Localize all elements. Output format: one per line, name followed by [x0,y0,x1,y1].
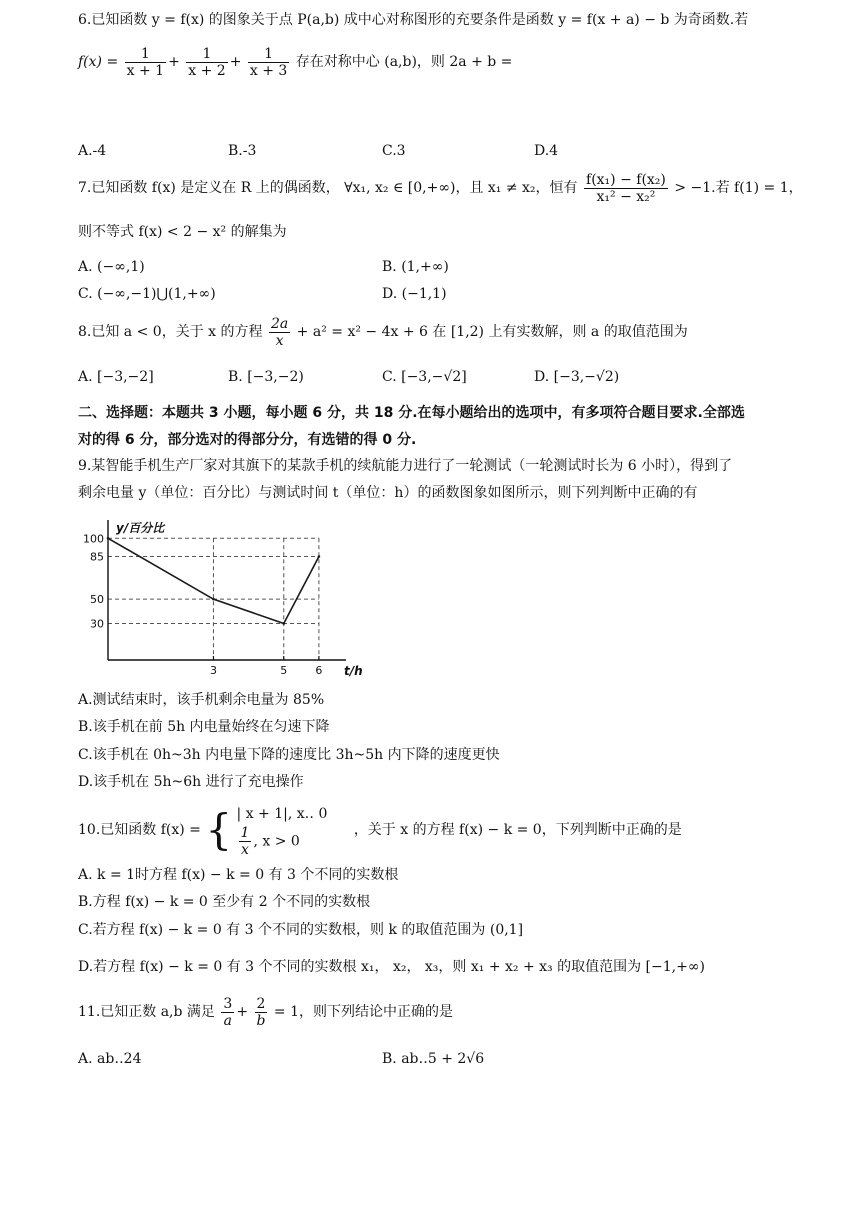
q8-frac: $\frac{2a}{x}$ [270,315,289,349]
q7-line1 [78,170,803,206]
q6-tail: 存在对称中心 (a,b)，则 2a + b = [295,54,513,70]
q6-option-a: A.-4 [78,143,107,159]
q8-option-d: D. [−3,−√2) [534,369,620,385]
q8-line1 [78,313,688,351]
q10-line1 [78,800,682,862]
data-point [282,622,285,625]
q11-option-a: A. ab‥24 [78,1051,142,1067]
q10-lead: 10.已知函数 f(x) = [78,822,201,838]
q11-tail: = 1，则下列结论中正确的是 [273,1004,454,1020]
q11-lead: 11.已知正数 a,b 满足 [78,1004,215,1020]
data-point [318,555,321,558]
y-axis-label: y/百分比 [116,521,165,535]
x-tick-label: 6 [315,664,323,677]
x-tick-label: 3 [209,664,217,677]
q6-term2: $\frac{1}{x + 2}$ [188,45,226,79]
q6-option-b: B.-3 [228,143,257,159]
q6-line1: 6.已知函数 y = f(x) 的图象关于点 P(a,b) 成中心对称图形的充要条件是函数 y = f(x + a) − b 为奇函数.若 [78,12,749,28]
x-tick-label: 5 [280,664,288,677]
q7-line2: 则不等式 f(x) < 2 − x² 的解集为 [78,224,287,240]
q8-lead: 8.已知 a < 0，关于 x 的方程 [78,324,263,340]
q9-option-a: A.测试结束时，该手机剩余电量为 85% [78,692,325,708]
q10-option-a: A. k = 1时方程 f(x) − k = 0 有 3 个不同的实数根 [78,867,399,883]
q7-lead: 7.已知函数 f(x) 是定义在 R 上的偶函数， ∀x₁, x₂ ∈ [0,+∞)，且 x₁ ≠ x₂，恒有 [78,180,578,196]
q9-option-b: B.该手机在前 5h 内电量始终在匀速下降 [78,719,330,735]
q7-option-c: C. (−∞,−1)⋃(1,+∞) [78,286,216,302]
q6-term1: $\frac{1}{x + 1}$ [126,45,165,79]
q7-option-b: B. (1,+∞) [382,259,449,275]
section2-line1: 二、选择题：本题共 3 小题，每小题 6 分，共 18 分.在每小题给出的选项中，有多项符合题目要求.全部选 [78,405,745,421]
data-point [107,537,110,540]
q10-pieces [237,803,328,858]
q10-piece2: $\frac{1}{x}$ , x > 0 [240,824,300,858]
q9-option-c: C.该手机在 0h~3h 内电量下降的速度比 3h~5h 内下降的速度更快 [78,747,500,763]
q10-tail: ，关于 x 的方程 f(x) − k = 0，下列判断中正确的是 [353,822,682,838]
q8-option-b: B. [−3,−2) [228,369,304,385]
section2-line2: 对的得 6 分，部分选对的得部分分，有选错的得 0 分. [78,432,417,448]
q7-cond: > −1.若 f(1) = 1， [674,180,803,196]
q6-term3: $\frac{1}{x + 3}$ [249,45,288,79]
q6-fx: f(x) = [78,54,119,70]
q11-frac2: $\frac{2}{b}$ [256,995,266,1029]
data-point [212,598,215,601]
q9-option-d: D.该手机在 5h~6h 进行了充电操作 [78,774,304,790]
q6-option-c: C.3 [382,143,406,159]
q10-brace: { [205,805,233,854]
q7-option-d: D. (−1,1) [382,286,447,302]
q7-ratio: $\frac{\text{f(x₁) − f(x₂)}}{\text{x₁² − x₂²}}$ [586,171,666,205]
q11-frac1: $\frac{3}{a}$ [223,995,233,1029]
battery-chart [78,514,363,682]
x-axis-label: t/h [344,664,363,678]
q6-line2: f(x) = $\frac{1}{x + 1}$ + $\frac{1}{x + 2}$ + $\frac{1}{x + 3}$ 存在对称中心 (a,b)，则 2a + b = [78,45,513,79]
y-tick-label: 50 [90,593,104,607]
q7-option-a: A. (−∞,1) [78,259,145,275]
q9-line1: 9.某智能手机生产厂家对其旗下的某款手机的续航能力进行了一轮测试（一轮测试时长为 6 小时），得到了 [78,458,733,474]
q8-equation: + a² = x² − 4x + 6 在 [1,2) 上有实数解，则 a 的取值范围为 [296,324,688,340]
q10-option-c: C.若方程 f(x) − k = 0 有 3 个不同的实数根，则 k 的取值范围为 (0,1] [78,922,524,938]
q10-option-d: D.若方程 f(x) − k = 0 有 3 个不同的实数根 x₁， x₂， x₃，则 x₁ + x₂ + x₃ 的取值范围为 [−1,+∞) [78,959,705,975]
q11-option-b: B. ab‥5 + 2√6 [382,1051,485,1067]
y-tick-label: 30 [90,617,104,631]
q11-line1: 11.已知正数 a,b 满足 $\frac{3}{a}$ + $\frac{2}{b}$ = 1，则下列结论中正确的是 [78,995,454,1029]
q8-option-c: C. [−3,−√2] [382,369,467,385]
q10-piece1: | x + 1|, x‥ 0 [236,805,328,822]
q10-option-b: B.方程 f(x) − k = 0 至少有 2 个不同的实数根 [78,894,371,910]
q8-option-a: A. [−3,−2] [78,369,154,385]
y-tick-label: 85 [90,550,104,564]
q6-option-d: D.4 [534,143,559,159]
y-tick-label: 100 [83,532,104,546]
q9-line2: 剩余电量 y（单位：百分比）与测试时间 t（单位：h）的函数图象如图所示，则下列判断中正确的有 [78,485,698,501]
